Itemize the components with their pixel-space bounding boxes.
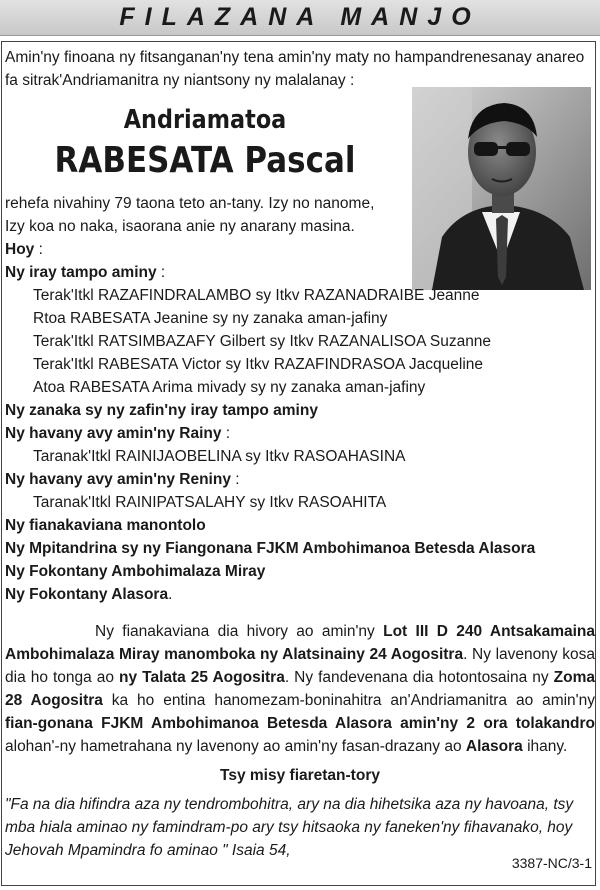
reference-code: 3387-NC/3-1 [511, 855, 592, 871]
sibling-item: Terak'Itkl RAZAFINDRALAMBO sy Itkv RAZANADRAIBE Jeanne [33, 287, 480, 304]
siblings-heading: Ny iray tampo aminy : [5, 264, 166, 281]
quote-line: Jehovah Mpamindra fo aminao " Isaia 54, [5, 842, 291, 859]
rainy-member: Taranak'Itkl RAINIJAOBELINA sy Itkv RASOAHASINA [33, 448, 406, 465]
reniny-heading: Ny havany avy amin'ny Reniny : [5, 471, 240, 488]
header-banner [0, 0, 600, 36]
quote-line: "Fa na dia hifindra aza ny tendrombohitra, ary na dia hihetsika aza ny havoana, tsy [5, 796, 574, 813]
children-heading: Ny zanaka sy ny zafin'ny iray tampo aminy [5, 402, 318, 419]
age-line: rehefa nivahiny 79 taona teto an-tany. Izy no nanome, [5, 195, 375, 212]
no-flowers-notice: Tsy misy fiaretan-tory [220, 767, 380, 784]
other-family: Ny Fokontany Alasora. [5, 586, 173, 603]
age-line: Izy koa no naka, isaorana anie ny anarany masina. [5, 218, 355, 235]
notice-content [5, 46, 595, 862]
other-family: Ny fianakaviana manontolo [5, 517, 206, 534]
sibling-item: Rtoa RABESATA Jeanine sy ny zanaka aman-jafiny [33, 310, 388, 327]
bible-quote [5, 793, 595, 862]
announcement-text: Ny fianakaviana dia hivory ao amin'ny Lot III D 240 Antsakamaina Ambohimalaza Miray manomboka ny Alatsinainy 24 Aogositra. Ny lavenony kosa dia ho tonga ao ny Talata 25 Aogositra. Ny fandevenana dia hotontosaina ny Zoma 28 Aogositra ka ho entina hanomezam-boninahitra an'Andriamanitra ao amin'ny fian-gonana FJKM Ambohimanoa Betesda Alasora amin'ny 2 ora tolakandro alohan'-ny hametrahana ny lavenony ao amin'ny fasan-drazany ao Alasora ihany. [5, 623, 596, 755]
deceased-name: RABESATA Pascal [54, 140, 356, 181]
age-text [5, 192, 403, 238]
other-family: Ny Mpitandrina sy ny Fiangonana FJKM Ambohimanoa Betesda Alasora [5, 540, 536, 557]
announcement-paragraph [5, 620, 595, 758]
quote-line: mba hiala aminao ny famindram-po ary tsy hitsaoka ny faneken'ny fihavanako, hoy [5, 819, 573, 836]
hoy-line: Hoy : [5, 241, 43, 258]
header-title: FILAZANA MANJO [119, 3, 481, 31]
deceased-title: Andriamatoa [123, 105, 287, 135]
other-family: Ny Fokontany Ambohimalaza Miray [5, 563, 266, 580]
rainy-heading: Ny havany avy amin'ny Rainy : [5, 425, 231, 442]
sibling-item: Atoa RABESATA Arima mivady sy ny zanaka aman-jafiny [33, 379, 426, 396]
sibling-item: Terak'Itkl RATSIMBAZAFY Gilbert sy Itkv RAZANALISOA Suzanne [33, 333, 492, 350]
intro-text: Amin'ny finoana ny fitsanganan'ny tena amin'ny maty no hampandrenesanay anareo fa sitrak'Andriamanitra ny niantsony ny malalanay : [5, 49, 585, 89]
reniny-member: Taranak'Itkl RAINIPATSALAHY sy Itkv RASOAHITA [33, 494, 387, 511]
sibling-item: Terak'Itkl RABESATA Victor sy Itkv RAZAFINDRASOA Jacqueline [33, 356, 484, 373]
